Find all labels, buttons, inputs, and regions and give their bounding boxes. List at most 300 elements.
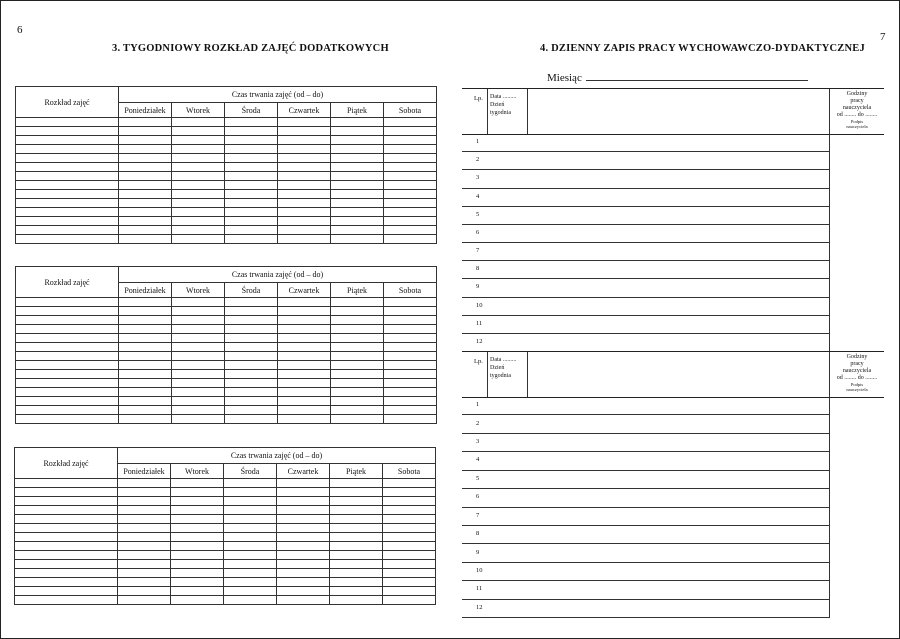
date-box[interactable]	[487, 89, 528, 134]
table-cell[interactable]	[224, 542, 277, 551]
table-cell[interactable]	[384, 172, 437, 181]
table-row[interactable]	[16, 118, 437, 127]
table-cell[interactable]	[119, 361, 172, 370]
table-cell[interactable]	[331, 370, 384, 379]
table-cell[interactable]	[330, 569, 383, 578]
table-cell[interactable]	[384, 145, 437, 154]
table-cell[interactable]	[16, 307, 119, 316]
table-cell[interactable]	[118, 515, 171, 524]
table-cell[interactable]	[383, 569, 436, 578]
log-entry-line[interactable]	[462, 507, 830, 508]
log-entry-line[interactable]	[462, 599, 830, 600]
table-cell[interactable]	[119, 163, 172, 172]
table-cell[interactable]	[224, 587, 277, 596]
table-cell[interactable]	[16, 370, 119, 379]
table-cell[interactable]	[278, 163, 331, 172]
table-cell[interactable]	[119, 127, 172, 136]
log-entry-line[interactable]	[462, 470, 830, 471]
table-cell[interactable]	[384, 361, 437, 370]
table-cell[interactable]	[330, 560, 383, 569]
table-cell[interactable]	[118, 551, 171, 560]
table-cell[interactable]	[225, 208, 278, 217]
table-cell[interactable]	[119, 415, 172, 424]
table-cell[interactable]	[330, 497, 383, 506]
table-cell[interactable]	[278, 379, 331, 388]
table-cell[interactable]	[331, 181, 384, 190]
table-cell[interactable]	[119, 370, 172, 379]
table-cell[interactable]	[172, 208, 225, 217]
log-entry-line[interactable]	[462, 617, 830, 618]
table-row[interactable]	[16, 370, 437, 379]
table-cell[interactable]	[224, 497, 277, 506]
table-cell[interactable]	[171, 596, 224, 605]
table-row[interactable]	[16, 136, 437, 145]
table-cell[interactable]	[172, 199, 225, 208]
table-cell[interactable]	[331, 154, 384, 163]
table-row[interactable]	[16, 298, 437, 307]
table-cell[interactable]	[384, 397, 437, 406]
table-cell[interactable]	[277, 596, 330, 605]
table-cell[interactable]	[16, 379, 119, 388]
table-cell[interactable]	[225, 406, 278, 415]
table-cell[interactable]	[331, 334, 384, 343]
log-entry-line[interactable]	[462, 580, 830, 581]
table-cell[interactable]	[278, 388, 331, 397]
table-row[interactable]	[16, 415, 437, 424]
table-row[interactable]	[15, 515, 436, 524]
table-cell[interactable]	[171, 506, 224, 515]
table-cell[interactable]	[277, 524, 330, 533]
table-cell[interactable]	[172, 316, 225, 325]
table-cell[interactable]	[171, 542, 224, 551]
table-cell[interactable]	[171, 560, 224, 569]
table-cell[interactable]	[16, 406, 119, 415]
table-cell[interactable]	[331, 226, 384, 235]
table-cell[interactable]	[330, 542, 383, 551]
table-row[interactable]	[15, 497, 436, 506]
table-cell[interactable]	[331, 316, 384, 325]
table-cell[interactable]	[384, 199, 437, 208]
table-cell[interactable]	[383, 479, 436, 488]
table-cell[interactable]	[172, 181, 225, 190]
table-cell[interactable]	[278, 406, 331, 415]
table-cell[interactable]	[16, 127, 119, 136]
table-cell[interactable]	[119, 388, 172, 397]
table-cell[interactable]	[119, 181, 172, 190]
table-row[interactable]	[15, 596, 436, 605]
table-cell[interactable]	[224, 488, 277, 497]
table-cell[interactable]	[16, 316, 119, 325]
table-cell[interactable]	[172, 145, 225, 154]
table-cell[interactable]	[172, 235, 225, 244]
log-entry-line[interactable]	[462, 278, 830, 279]
table-cell[interactable]	[16, 181, 119, 190]
table-cell[interactable]	[171, 569, 224, 578]
table-cell[interactable]	[224, 533, 277, 542]
table-cell[interactable]	[331, 199, 384, 208]
table-cell[interactable]	[16, 415, 119, 424]
table-cell[interactable]	[172, 190, 225, 199]
table-cell[interactable]	[119, 199, 172, 208]
table-cell[interactable]	[171, 587, 224, 596]
table-cell[interactable]	[331, 163, 384, 172]
table-cell[interactable]	[172, 217, 225, 226]
hours-box[interactable]	[829, 89, 884, 134]
log-entry-line[interactable]	[462, 188, 830, 189]
table-cell[interactable]	[331, 325, 384, 334]
table-cell[interactable]	[277, 569, 330, 578]
table-cell[interactable]	[225, 388, 278, 397]
log-entry-line[interactable]	[462, 433, 830, 434]
table-cell[interactable]	[172, 343, 225, 352]
log-entry-line[interactable]	[462, 151, 830, 152]
table-cell[interactable]	[16, 208, 119, 217]
log-entry-line[interactable]	[462, 169, 830, 170]
table-cell[interactable]	[119, 352, 172, 361]
table-cell[interactable]	[225, 307, 278, 316]
table-cell[interactable]	[225, 154, 278, 163]
table-row[interactable]	[16, 163, 437, 172]
table-cell[interactable]	[225, 298, 278, 307]
table-cell[interactable]	[172, 154, 225, 163]
table-cell[interactable]	[225, 118, 278, 127]
table-cell[interactable]	[172, 406, 225, 415]
table-cell[interactable]	[224, 515, 277, 524]
table-cell[interactable]	[384, 208, 437, 217]
table-row[interactable]	[15, 560, 436, 569]
table-cell[interactable]	[225, 343, 278, 352]
table-cell[interactable]	[331, 172, 384, 181]
table-cell[interactable]	[16, 226, 119, 235]
log-entry-line[interactable]	[462, 260, 830, 261]
table-cell[interactable]	[171, 524, 224, 533]
table-cell[interactable]	[278, 397, 331, 406]
table-row[interactable]	[15, 569, 436, 578]
table-cell[interactable]	[225, 415, 278, 424]
table-cell[interactable]	[384, 235, 437, 244]
table-cell[interactable]	[330, 533, 383, 542]
table-cell[interactable]	[119, 316, 172, 325]
table-cell[interactable]	[278, 118, 331, 127]
table-cell[interactable]	[330, 578, 383, 587]
table-cell[interactable]	[225, 163, 278, 172]
table-cell[interactable]	[278, 298, 331, 307]
log-entry-line[interactable]	[462, 242, 830, 243]
table-cell[interactable]	[171, 479, 224, 488]
hours-box[interactable]	[829, 352, 884, 397]
table-cell[interactable]	[384, 388, 437, 397]
table-cell[interactable]	[277, 488, 330, 497]
table-cell[interactable]	[331, 379, 384, 388]
table-cell[interactable]	[383, 542, 436, 551]
table-cell[interactable]	[383, 587, 436, 596]
table-cell[interactable]	[383, 488, 436, 497]
table-row[interactable]	[15, 551, 436, 560]
table-cell[interactable]	[331, 235, 384, 244]
table-row[interactable]	[16, 343, 437, 352]
table-cell[interactable]	[171, 533, 224, 542]
table-cell[interactable]	[118, 488, 171, 497]
table-cell[interactable]	[118, 479, 171, 488]
table-cell[interactable]	[278, 307, 331, 316]
log-entry-line[interactable]	[462, 451, 830, 452]
table-row[interactable]	[16, 208, 437, 217]
table-cell[interactable]	[331, 208, 384, 217]
table-cell[interactable]	[119, 226, 172, 235]
log-entry-line[interactable]	[462, 543, 830, 544]
table-cell[interactable]	[15, 560, 118, 569]
table-cell[interactable]	[225, 172, 278, 181]
table-cell[interactable]	[172, 172, 225, 181]
table-cell[interactable]	[278, 127, 331, 136]
table-cell[interactable]	[384, 181, 437, 190]
table-cell[interactable]	[224, 596, 277, 605]
table-cell[interactable]	[15, 542, 118, 551]
table-cell[interactable]	[278, 343, 331, 352]
table-row[interactable]	[16, 379, 437, 388]
table-cell[interactable]	[383, 551, 436, 560]
table-cell[interactable]	[172, 352, 225, 361]
table-cell[interactable]	[118, 533, 171, 542]
table-cell[interactable]	[277, 479, 330, 488]
table-cell[interactable]	[278, 325, 331, 334]
table-row[interactable]	[16, 235, 437, 244]
table-cell[interactable]	[224, 569, 277, 578]
table-cell[interactable]	[16, 172, 119, 181]
table-cell[interactable]	[171, 551, 224, 560]
table-cell[interactable]	[119, 217, 172, 226]
table-cell[interactable]	[16, 334, 119, 343]
table-row[interactable]	[15, 578, 436, 587]
table-cell[interactable]	[15, 533, 118, 542]
table-cell[interactable]	[278, 199, 331, 208]
table-cell[interactable]	[384, 217, 437, 226]
table-cell[interactable]	[278, 208, 331, 217]
table-cell[interactable]	[224, 479, 277, 488]
table-cell[interactable]	[224, 506, 277, 515]
table-cell[interactable]	[172, 118, 225, 127]
table-row[interactable]	[15, 524, 436, 533]
table-cell[interactable]	[278, 190, 331, 199]
table-cell[interactable]	[119, 235, 172, 244]
table-cell[interactable]	[16, 361, 119, 370]
table-cell[interactable]	[15, 506, 118, 515]
table-cell[interactable]	[383, 515, 436, 524]
table-cell[interactable]	[225, 190, 278, 199]
table-cell[interactable]	[172, 325, 225, 334]
table-cell[interactable]	[278, 181, 331, 190]
table-cell[interactable]	[331, 352, 384, 361]
table-cell[interactable]	[15, 551, 118, 560]
table-cell[interactable]	[225, 145, 278, 154]
table-row[interactable]	[16, 181, 437, 190]
table-cell[interactable]	[172, 136, 225, 145]
table-cell[interactable]	[331, 217, 384, 226]
table-cell[interactable]	[278, 154, 331, 163]
table-row[interactable]	[15, 479, 436, 488]
table-row[interactable]	[16, 217, 437, 226]
table-cell[interactable]	[16, 388, 119, 397]
table-cell[interactable]	[225, 199, 278, 208]
table-cell[interactable]	[225, 361, 278, 370]
table-cell[interactable]	[384, 163, 437, 172]
table-cell[interactable]	[172, 370, 225, 379]
table-row[interactable]	[16, 199, 437, 208]
table-cell[interactable]	[172, 307, 225, 316]
table-row[interactable]	[15, 542, 436, 551]
table-row[interactable]	[16, 406, 437, 415]
log-entry-line[interactable]	[462, 206, 830, 207]
table-cell[interactable]	[384, 136, 437, 145]
table-cell[interactable]	[384, 370, 437, 379]
table-cell[interactable]	[277, 533, 330, 542]
table-cell[interactable]	[330, 551, 383, 560]
table-cell[interactable]	[225, 217, 278, 226]
table-cell[interactable]	[225, 352, 278, 361]
table-cell[interactable]	[331, 190, 384, 199]
table-cell[interactable]	[225, 334, 278, 343]
table-cell[interactable]	[172, 163, 225, 172]
table-cell[interactable]	[171, 488, 224, 497]
table-row[interactable]	[16, 325, 437, 334]
table-cell[interactable]	[330, 488, 383, 497]
table-cell[interactable]	[331, 118, 384, 127]
table-cell[interactable]	[16, 154, 119, 163]
table-cell[interactable]	[172, 379, 225, 388]
table-cell[interactable]	[118, 578, 171, 587]
table-row[interactable]	[16, 154, 437, 163]
table-cell[interactable]	[278, 136, 331, 145]
table-cell[interactable]	[384, 415, 437, 424]
log-entry-line[interactable]	[462, 224, 830, 225]
table-cell[interactable]	[118, 524, 171, 533]
table-cell[interactable]	[16, 343, 119, 352]
table-cell[interactable]	[119, 190, 172, 199]
table-cell[interactable]	[119, 145, 172, 154]
table-row[interactable]	[16, 307, 437, 316]
table-cell[interactable]	[224, 551, 277, 560]
table-cell[interactable]	[15, 488, 118, 497]
table-cell[interactable]	[383, 506, 436, 515]
table-cell[interactable]	[277, 560, 330, 569]
table-cell[interactable]	[225, 235, 278, 244]
table-cell[interactable]	[277, 542, 330, 551]
table-cell[interactable]	[278, 145, 331, 154]
table-cell[interactable]	[119, 397, 172, 406]
table-cell[interactable]	[224, 524, 277, 533]
table-cell[interactable]	[119, 172, 172, 181]
table-row[interactable]	[16, 388, 437, 397]
table-cell[interactable]	[225, 379, 278, 388]
table-cell[interactable]	[16, 325, 119, 334]
table-cell[interactable]	[119, 118, 172, 127]
table-cell[interactable]	[225, 316, 278, 325]
table-cell[interactable]	[224, 560, 277, 569]
table-cell[interactable]	[172, 361, 225, 370]
month-input-line[interactable]	[586, 72, 808, 81]
table-cell[interactable]	[331, 397, 384, 406]
table-cell[interactable]	[383, 533, 436, 542]
table-cell[interactable]	[16, 136, 119, 145]
table-cell[interactable]	[278, 334, 331, 343]
table-cell[interactable]	[277, 515, 330, 524]
table-row[interactable]	[16, 316, 437, 325]
table-cell[interactable]	[119, 406, 172, 415]
table-cell[interactable]	[278, 361, 331, 370]
table-cell[interactable]	[330, 506, 383, 515]
table-body[interactable]	[16, 298, 437, 424]
table-cell[interactable]	[172, 334, 225, 343]
table-cell[interactable]	[225, 397, 278, 406]
table-cell[interactable]	[384, 343, 437, 352]
table-row[interactable]	[15, 533, 436, 542]
table-cell[interactable]	[15, 524, 118, 533]
table-cell[interactable]	[384, 127, 437, 136]
table-cell[interactable]	[384, 316, 437, 325]
table-cell[interactable]	[119, 334, 172, 343]
table-cell[interactable]	[331, 415, 384, 424]
table-cell[interactable]	[16, 298, 119, 307]
table-row[interactable]	[15, 488, 436, 497]
table-cell[interactable]	[384, 334, 437, 343]
table-cell[interactable]	[16, 199, 119, 208]
table-cell[interactable]	[278, 370, 331, 379]
table-cell[interactable]	[278, 352, 331, 361]
table-cell[interactable]	[225, 370, 278, 379]
table-cell[interactable]	[119, 379, 172, 388]
table-cell[interactable]	[278, 226, 331, 235]
table-cell[interactable]	[225, 181, 278, 190]
table-cell[interactable]	[331, 145, 384, 154]
table-cell[interactable]	[277, 497, 330, 506]
table-cell[interactable]	[331, 298, 384, 307]
table-cell[interactable]	[172, 388, 225, 397]
table-cell[interactable]	[330, 515, 383, 524]
table-cell[interactable]	[225, 325, 278, 334]
table-row[interactable]	[16, 145, 437, 154]
table-cell[interactable]	[15, 569, 118, 578]
table-cell[interactable]	[118, 542, 171, 551]
log-entry-line[interactable]	[462, 333, 830, 334]
table-cell[interactable]	[119, 208, 172, 217]
table-cell[interactable]	[278, 217, 331, 226]
table-cell[interactable]	[118, 506, 171, 515]
table-cell[interactable]	[384, 352, 437, 361]
table-cell[interactable]	[277, 578, 330, 587]
table-cell[interactable]	[119, 154, 172, 163]
table-cell[interactable]	[171, 515, 224, 524]
table-cell[interactable]	[383, 497, 436, 506]
table-cell[interactable]	[330, 587, 383, 596]
table-row[interactable]	[16, 397, 437, 406]
table-cell[interactable]	[172, 397, 225, 406]
table-row[interactable]	[15, 506, 436, 515]
table-cell[interactable]	[278, 235, 331, 244]
log-entry-line[interactable]	[462, 488, 830, 489]
table-cell[interactable]	[171, 497, 224, 506]
date-box[interactable]	[487, 352, 528, 397]
table-cell[interactable]	[16, 163, 119, 172]
table-cell[interactable]	[225, 226, 278, 235]
table-cell[interactable]	[16, 118, 119, 127]
table-cell[interactable]	[119, 298, 172, 307]
table-cell[interactable]	[119, 136, 172, 145]
table-cell[interactable]	[331, 307, 384, 316]
table-row[interactable]	[16, 361, 437, 370]
table-cell[interactable]	[330, 596, 383, 605]
table-cell[interactable]	[172, 127, 225, 136]
table-cell[interactable]	[171, 578, 224, 587]
